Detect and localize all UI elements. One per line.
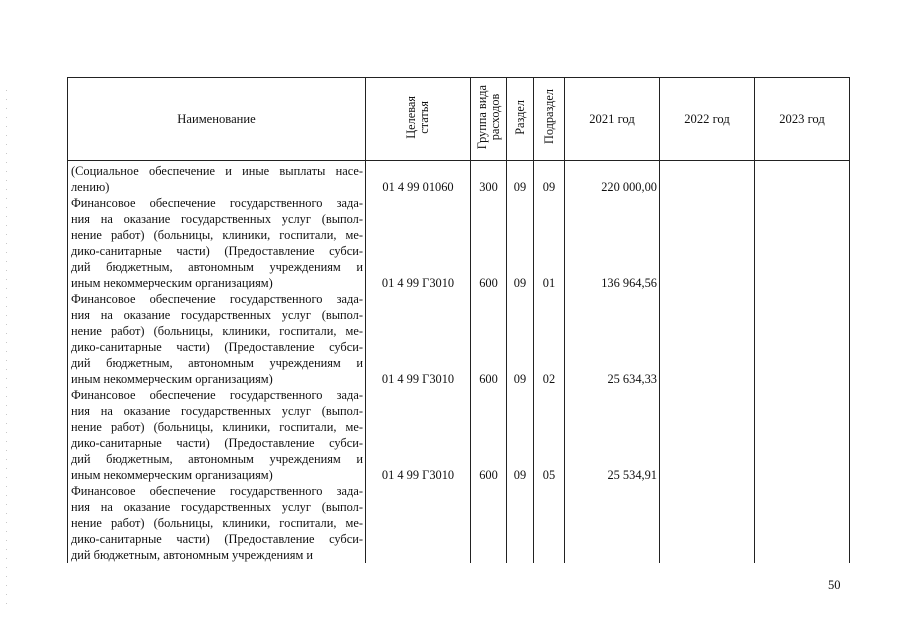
row-subsection [534, 291, 565, 387]
row-code-value: 01 4 99 01060 [382, 180, 454, 194]
row-name-line: ния на оказание государственных услуг (выпол- [71, 212, 363, 226]
row-code-value: 01 4 99 Г3010 [381, 468, 455, 482]
row-name-line: Финансовое обеспечение государственного зада- [71, 484, 363, 498]
row-2021 [565, 483, 660, 563]
row-name-line: нение работ) (больницы, клиники, госпитали, ме- [71, 420, 363, 434]
header-subsection [534, 78, 565, 161]
row-name [68, 161, 366, 196]
row-name [68, 195, 366, 291]
row-name-line: нение работ) (больницы, клиники, госпитали, ме- [71, 516, 363, 530]
header-2021: 2021 год [565, 78, 660, 161]
row-code [366, 195, 471, 291]
page-number: 50 [828, 578, 841, 592]
row-2021 [565, 195, 660, 291]
header-2022: 2022 год [660, 78, 755, 161]
header-code [366, 78, 471, 161]
row-section [507, 195, 534, 291]
row-name-line: ния на оказание государственных услуг (выпол- [71, 308, 363, 322]
row-name-line: (Социальное обеспечение и иные выплаты насе- [71, 164, 363, 178]
row-code [366, 483, 471, 563]
header-name: Наименование [68, 78, 366, 161]
row-section [507, 291, 534, 387]
row-subsection [534, 483, 565, 563]
row-name-line: ния на оказание государственных услуг (выпол- [71, 500, 363, 514]
row-section [507, 161, 534, 196]
row-2022 [660, 387, 755, 483]
row-section-value: 09 [513, 372, 527, 386]
row-name-line: Финансовое обеспечение государственного зада- [71, 388, 363, 402]
table-row [68, 291, 850, 387]
row-section-value: 09 [513, 468, 527, 482]
row-name-line: иным некоммерческим организациям) [71, 276, 273, 290]
row-code-value: 01 4 99 Г3010 [381, 276, 455, 290]
row-group [471, 195, 507, 291]
row-subsection [534, 195, 565, 291]
table-row [68, 483, 850, 563]
row-subsection [534, 161, 565, 196]
row-name-line: дий бюджетным, автономным учреждениям и [71, 452, 363, 466]
header-section-label: Раздел [512, 99, 527, 135]
row-2021-value: 220 000,00 [601, 180, 657, 194]
row-group-value: 300 [479, 180, 498, 194]
row-name-line: иным некоммерческим организациям) [71, 372, 273, 386]
table-header [68, 78, 850, 161]
header-group-label: Группа вида расходов [474, 84, 502, 150]
row-name [68, 387, 366, 483]
row-section [507, 387, 534, 483]
row-name-line: нение работ) (больницы, клиники, госпитали, ме- [71, 228, 363, 242]
row-2023 [755, 161, 850, 196]
row-group-value: 600 [479, 372, 498, 386]
row-subsection-value: 09 [542, 180, 556, 194]
row-code-value: 01 4 99 Г3010 [381, 372, 455, 386]
row-2022 [660, 161, 755, 196]
row-subsection [534, 387, 565, 483]
header-section [507, 78, 534, 161]
row-group [471, 387, 507, 483]
row-name-line: лению) [71, 180, 110, 194]
row-section-value: 09 [513, 180, 527, 194]
row-name-line: Финансовое обеспечение государственного зада- [71, 292, 363, 306]
row-name-line: дико-санитарные части) (Предоставление субси- [71, 436, 363, 450]
row-2022 [660, 483, 755, 563]
row-subsection-value: 05 [542, 468, 556, 482]
row-name-line: дико-санитарные части) (Предоставление субси- [71, 532, 363, 546]
row-subsection-value: 02 [542, 372, 556, 386]
row-2022 [660, 195, 755, 291]
row-2021 [565, 161, 660, 196]
row-name-line: иным некоммерческим организациям) [71, 468, 273, 482]
scan-margin-dots [6, 90, 7, 610]
row-2023 [755, 195, 850, 291]
row-2023 [755, 387, 850, 483]
row-group-value: 600 [479, 276, 498, 290]
row-group [471, 483, 507, 563]
row-2023 [755, 483, 850, 563]
row-code [366, 291, 471, 387]
header-group [471, 78, 507, 161]
row-2023 [755, 291, 850, 387]
header-2023: 2023 год [755, 78, 850, 161]
row-group [471, 161, 507, 196]
row-2022 [660, 291, 755, 387]
row-name-line: дий бюджетным, автономным учреждениям и [71, 356, 363, 370]
row-name-line: ния на оказание государственных услуг (выпол- [71, 404, 363, 418]
row-subsection-value: 01 [542, 276, 556, 290]
table-body [68, 161, 850, 564]
row-2021-value: 136 964,56 [601, 276, 657, 290]
row-name-line: дий бюджетным, автономным учреждениям и [71, 260, 363, 274]
row-2021-value: 25 634,33 [607, 372, 657, 386]
table-row [68, 195, 850, 291]
row-section [507, 483, 534, 563]
row-name-line: нение работ) (больницы, клиники, госпитали, ме- [71, 324, 363, 338]
row-group [471, 291, 507, 387]
row-2021 [565, 291, 660, 387]
row-code [366, 387, 471, 483]
row-name [68, 483, 366, 563]
header-code-label: Целевая статья [404, 95, 431, 139]
row-section-value: 09 [513, 276, 527, 290]
row-2021 [565, 387, 660, 483]
row-group-value: 600 [479, 468, 498, 482]
table-row [68, 161, 850, 196]
row-name-line: дико-санитарные части) (Предоставление субси- [71, 244, 363, 258]
budget-table [67, 77, 850, 563]
header-subsection-label: Подраздел [541, 89, 556, 145]
row-code [366, 161, 471, 196]
row-name-line: Финансовое обеспечение государственного зада- [71, 196, 363, 210]
row-name-line: дико-санитарные части) (Предоставление субси- [71, 340, 363, 354]
table-row [68, 387, 850, 483]
row-2021-value: 25 534,91 [607, 468, 657, 482]
row-name [68, 291, 366, 387]
row-name-line: дий бюджетным, автономным учреждениям и [71, 548, 314, 562]
